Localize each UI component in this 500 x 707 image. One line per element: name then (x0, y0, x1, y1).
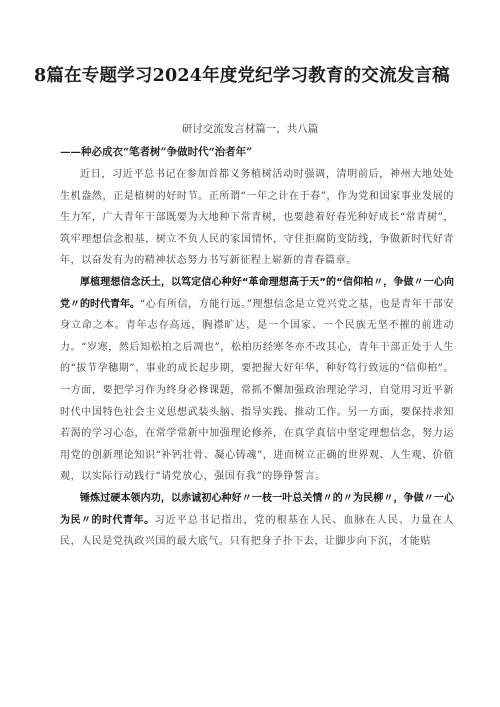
paragraph-people (60, 488, 454, 553)
document-title: 8篇在专题学习2024年度党纪学习教育的交流发言稿 (34, 66, 450, 86)
paragraph-people-heading: 锤炼过硬本领内功，以赤诚初心种好〃一枝一叶总关情〃的〃为民柳〃，争做〃一心为民〃的时代青年。 (60, 492, 454, 526)
paragraph-faith-heading: 厚植理想信念沃土，以笃定信心种好“革命理想高于天”的“信仰柏〃，争做〃一心向党〃的时代青年。 (60, 276, 454, 310)
paragraph-faith (60, 272, 454, 488)
section-motto: ——种必成衣“笔者树”争做时代“治者年” (60, 146, 253, 158)
document-subtitle: 研讨交流发言材篇一，共八篇 (181, 123, 319, 135)
document-body (60, 164, 454, 553)
paragraph-faith-text: “心有所信，方能行远。”理想信念是立党兴党之基，也是青年干部安身立命之本。青年志存高远，胸襟旷达，是一个国家、一个民族无坚不摧的前进动力。“岁寒，然后知松柏之后凋也”，松柏历经寒冬亦不改其心，青年干部正处于人生的“拔节孕穗期”、事业的成长起步期，要把握大好年华，种好笃行致远的“信仰柏”。一方面，要把学习作为终身必修课题，常抓不懈加强政治理论学习，自觉用习近平新时代中国特色社会主义思想武装头脑、指导实践、推动工作。另一方面，要保持求知若渴的学习心态，在常学常新中加强理论修养，在真学真信中坚定理想信念，努力运用党的创新理论知识“补钙壮骨、凝心铸魂”，进而树立正确的世界观、人生观、价值观，以实际行动践行“请党放心，强国有我”的铮铮誓言。 (60, 298, 455, 483)
paragraph-people-text: 习近平总书记指出，党的根基在人民、血脉在人民、力量在人民，人民是党执政兴国的最大底气。只有把身子扑下去，让脚步向下沉，才能贴 (60, 514, 454, 548)
paragraph-intro: 近日，习近平总书记在参加首都义务植树活动时强调，清明前后，神州大地处处生机盎然，正是植树的好时节。正所谓“一年之计在于春”，作为党和国家事业发展的生力军，广大青年干部既要为大地种下常青树，也要趁着好春光种好成长“常青树”，筑牢理想信念根基，树立不负人民的家国情怀，守住拒腐防变防线，争做新时代好青年，以奋发有为的精神状态努力书写新征程上崭新的青春篇章。 (60, 169, 454, 267)
